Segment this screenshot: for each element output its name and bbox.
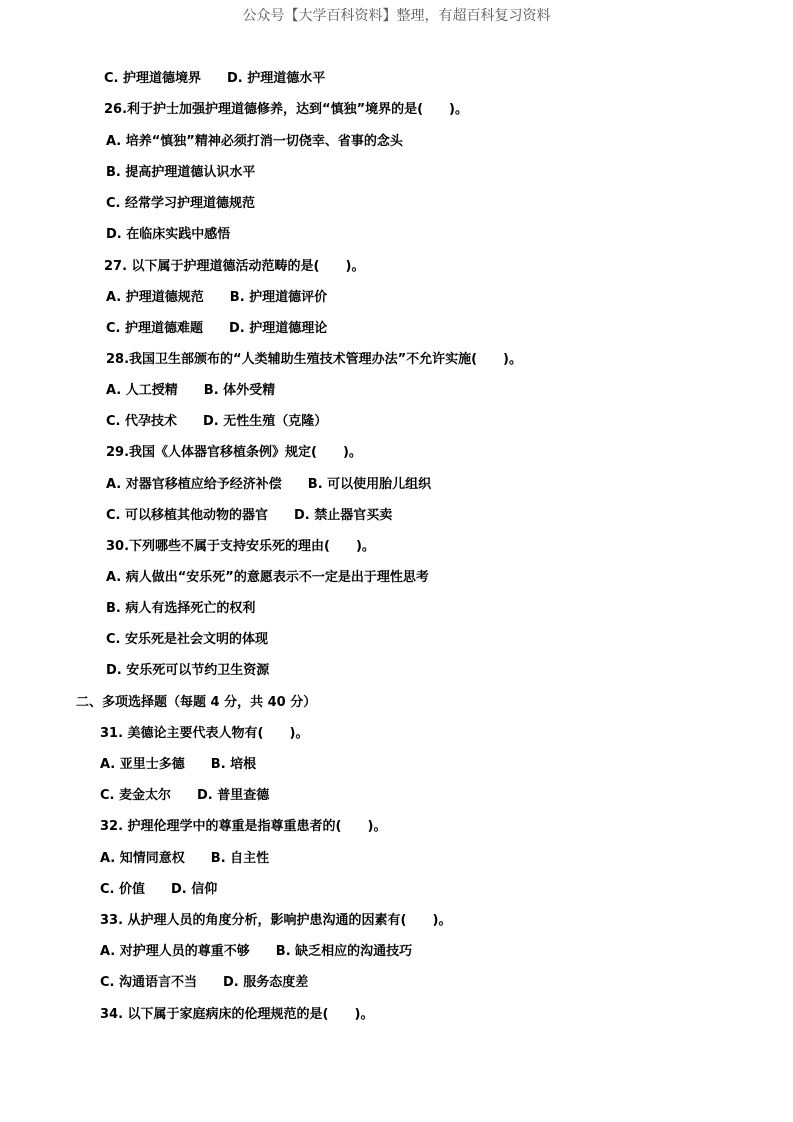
option-a: A. 护理道德规范	[106, 290, 204, 305]
option-d: D. 禁止器官买卖	[294, 508, 393, 523]
question-29: 29.我国《人体器官移植条例》规定( )。	[106, 445, 362, 460]
option-d: D. 无性生殖（克隆）	[203, 414, 328, 429]
option-a: A. 对器官移植应给予经济补偿	[106, 477, 282, 492]
question-34: 34. 以下属于家庭病床的伦理规范的是( )。	[100, 1007, 374, 1022]
question-26-option-c: C. 经常学习护理道德规范	[106, 196, 256, 211]
option-d: D. 普里查德	[197, 788, 270, 803]
question-29-options-cd	[106, 508, 392, 524]
option-c: C. 可以移植其他动物的器官	[106, 508, 269, 523]
question-31-options-ab	[100, 757, 256, 773]
option-b: B. 可以使用胎儿组织	[307, 477, 432, 492]
question-27: 27. 以下属于护理道德活动范畴的是( )。	[104, 259, 365, 274]
question-30-option-d: D. 安乐死可以节约卫生资源	[106, 663, 270, 678]
question-26-option-a: A. 培养“慎独”精神必须打消一切侥幸、省事的念头	[106, 134, 403, 149]
option-c: C. 代孕技术	[106, 414, 178, 429]
option-a: A. 知情同意权	[100, 851, 185, 866]
option-b: B. 缺乏相应的沟通技巧	[275, 944, 413, 959]
option-c: C. 护理道德境界	[104, 71, 202, 86]
question-32: 32. 护理伦理学中的尊重是指尊重患者的( )。	[100, 819, 387, 834]
question-32-options-cd	[100, 882, 217, 898]
option-a: A. 亚里士多德	[100, 757, 185, 772]
question-27-options-cd	[106, 321, 327, 337]
question-32-options-ab	[100, 851, 269, 867]
question-30-option-c: C. 安乐死是社会文明的体现	[106, 632, 269, 647]
question-30-option-a: A. 病人做出“安乐死”的意愿表示不一定是出于理性思考	[106, 570, 429, 585]
question-30: 30.下列哪些不属于支持安乐死的理由( )。	[106, 539, 375, 554]
option-d: D. 护理道德理论	[229, 321, 328, 336]
question-33-options-ab	[100, 944, 412, 960]
question-26: 26.利于护士加强护理道德修养，达到“慎独”境界的是( )。	[104, 102, 469, 117]
question-26-option-b: B. 提高护理道德认识水平	[106, 165, 256, 180]
question-28-options-cd	[106, 414, 327, 430]
option-b: B. 自主性	[210, 851, 270, 866]
option-d: D. 护理道德水平	[227, 71, 326, 86]
question-31-options-cd	[100, 788, 269, 804]
option-a: A. 人工授精	[106, 383, 178, 398]
question-26-option-d: D. 在临床实践中感悟	[106, 227, 231, 242]
option-c: C. 沟通语言不当	[100, 975, 198, 990]
option-c: C. 护理道德难题	[106, 321, 204, 336]
option-b: B. 培根	[210, 757, 257, 772]
question-31: 31. 美德论主要代表人物有( )。	[100, 726, 309, 741]
question-28: 28.我国卫生部颁布的“人类辅助生殖技术管理办法”不允许实施( )。	[106, 352, 523, 367]
section-heading-multiple-choice: 二、多项选择题（每题 4 分，共 40 分）	[76, 695, 317, 710]
question-25-options-cd	[104, 71, 325, 87]
page-header-watermark: 公众号【大学百科资料】整理，有超百科复习资料	[242, 8, 551, 24]
option-b: B. 护理道德评价	[229, 290, 328, 305]
option-d: D. 服务态度差	[223, 975, 309, 990]
option-a: A. 对护理人员的尊重不够	[100, 944, 250, 959]
question-27-options-ab	[106, 290, 327, 306]
option-b: B. 体外受精	[203, 383, 276, 398]
option-c: C. 价值	[100, 882, 146, 897]
option-c: C. 麦金太尔	[100, 788, 172, 803]
question-33: 33. 从护理人员的角度分析，影响护患沟通的因素有( )。	[100, 913, 452, 928]
question-28-options-ab	[106, 383, 275, 399]
question-30-option-b: B. 病人有选择死亡的权利	[106, 601, 256, 616]
question-29-options-ab	[106, 477, 431, 493]
question-33-options-cd	[100, 975, 308, 991]
option-d: D. 信仰	[171, 882, 218, 897]
